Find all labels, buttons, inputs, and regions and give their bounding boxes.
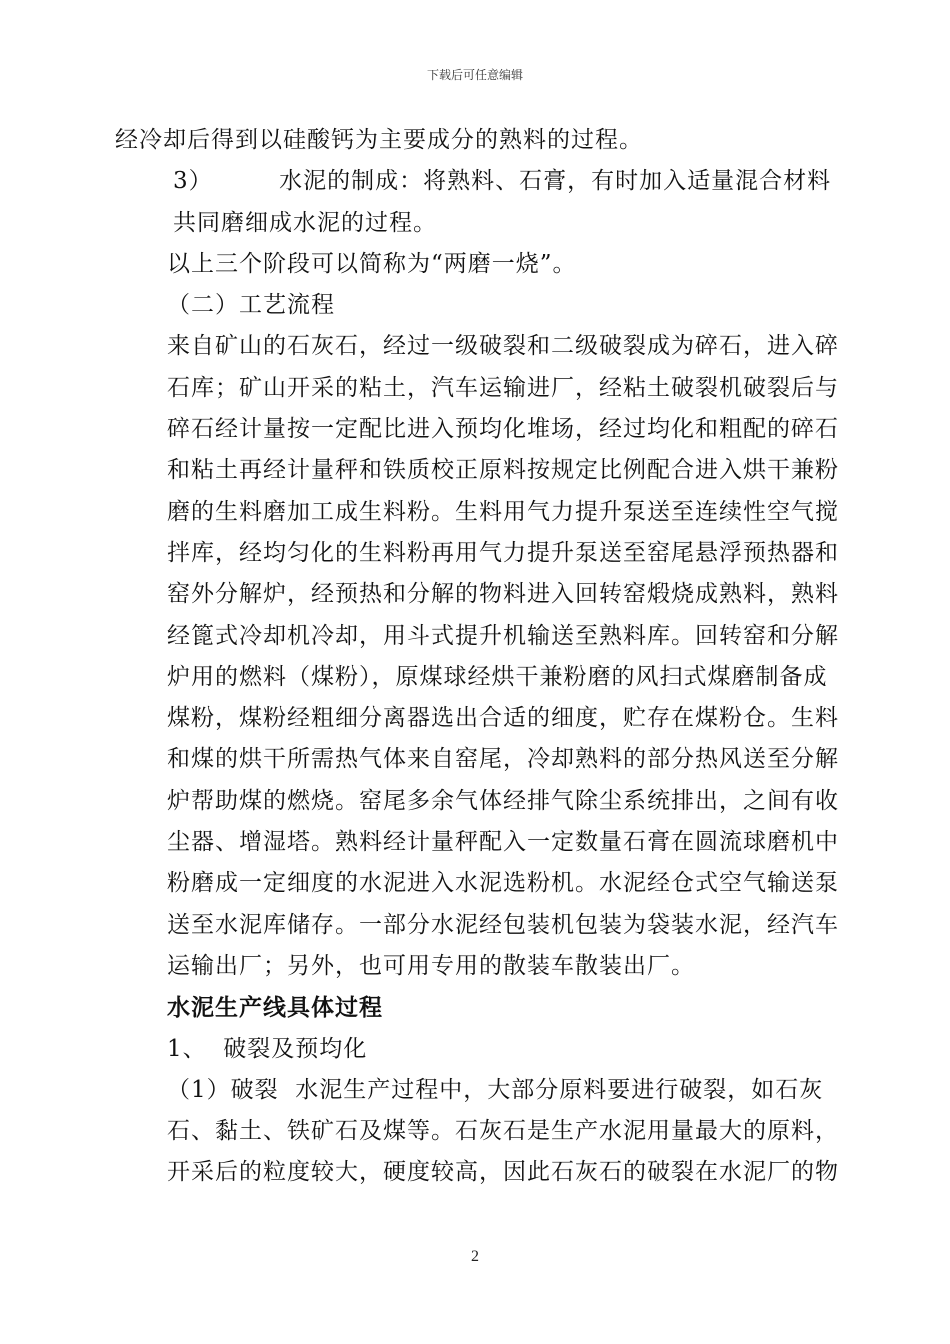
- paragraph-crushing: （1）破裂 水泥生产过程中，大部分原料要进行破裂，如石灰石、黏土、铁矿石及煤等。石灰石是生产水泥用量最大的原料，开采后的粒度较大，硬度较高，因此石灰石的破裂在水泥厂的物: [167, 1076, 839, 1186]
- paragraph-process-flow: 来自矿山的石灰石，经过一级破裂和二级破裂成为碎石，进入碎石库；矿山开采的粘土，汽车运输进厂，经粘土破裂机破裂后与碎石经计量按一定配比进入预均化堆场，经过均化和粗配的碎石和粘土再经计量秤和铁质校正原料按规定比例配合进入烘干兼粉磨的生料磨加工成生料粉。生料用气力提升泵送至连续性空气搅拌库，经均匀化的生料粉再用气力提升泵送至窑尾悬浮预热器和窑外分解炉，经预热和分解的物料进入回转窑煅烧成熟料，熟料经篦式冷却机冷却，用斗式提升机输送至熟料库。回转窑和分解炉用的燃料（煤粉），原煤球经烘干兼粉磨的风扫式煤磨制备成煤粉，煤粉经粗细分离器选出合适的细度，贮存在煤粉仓。生料和煤的烘干所需热气体来自窑尾，冷却熟料的部分热风送至分解炉帮助煤的燃烧。窑尾多余气体经排气除尘系统排出，之间有收尘器、增湿塔。熟料经计量秤配入一定数量石膏在圆流球磨机中粉磨成一定细度的水泥进入水泥选粉机。水泥经仓式空气输送泵送至水泥库储存。一部分水泥经包装机包装为袋装水泥，经汽车运输出厂；另外，也可用专用的散装车散装出厂。: [167, 333, 839, 979]
- body-text: [115, 120, 840, 1194]
- paragraph-summary: 以上三个阶段可以简称为“两磨一烧”。: [167, 250, 577, 277]
- paragraph: 经冷却后得到以硅酸钙为主要成分的熟料的过程。: [115, 127, 643, 153]
- subsection-heading-crushing: 1、 破裂及预均化: [167, 1035, 368, 1062]
- page-header: 下载后可任意编辑: [426, 68, 523, 82]
- page-number: 2: [471, 1248, 479, 1265]
- section-heading-process-flow: （二）工艺流程: [167, 292, 335, 319]
- paragraph-step-3: 3） 水泥的制成：将熟料、石膏，有时加入适量混合材料共同磨细成水泥的过程。: [173, 168, 832, 236]
- section-heading-production-line: 水泥生产线具体过程: [167, 994, 383, 1022]
